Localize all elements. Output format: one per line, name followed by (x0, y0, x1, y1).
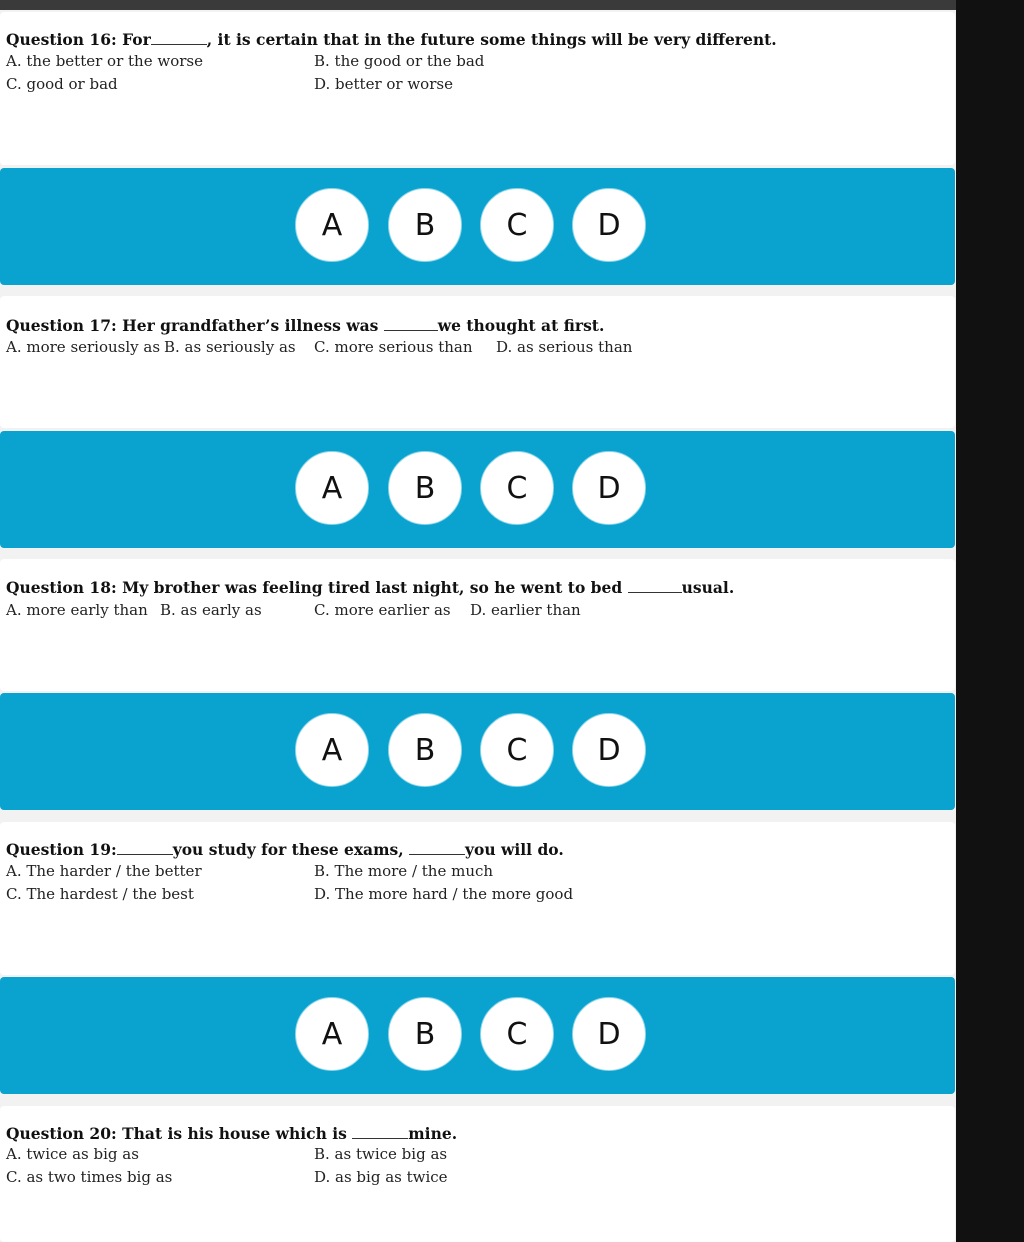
answer-blank (352, 1126, 408, 1139)
answer-button-b[interactable]: B (388, 713, 462, 787)
option-d: D. earlier than (470, 601, 581, 619)
question-text: Question 16: For , it is certain that in the future some things will be very different. (6, 30, 777, 49)
option-b: B. as seriously as (164, 338, 296, 356)
answer-button-d[interactable]: D (572, 713, 646, 787)
answer-button-c[interactable]: C (480, 713, 554, 787)
option-a: A. more early than (6, 601, 148, 619)
answer-button-d[interactable]: D (572, 997, 646, 1071)
answer-button-c[interactable]: C (480, 997, 554, 1071)
question-card-19 (0, 822, 955, 975)
answer-blank (117, 842, 173, 855)
option-c: C. more earlier as (314, 601, 451, 619)
answer-button-d[interactable]: D (572, 451, 646, 525)
answer-blank (151, 32, 207, 45)
question-text: Question 20: That is his house which is mine. (6, 1124, 458, 1143)
option-d: D. as big as twice (314, 1168, 448, 1186)
answer-button-b[interactable]: B (388, 451, 462, 525)
question-text: Question 18: My brother was feeling tired last night, so he went to bed usual. (6, 578, 735, 597)
option-d: D. The more hard / the more good (314, 885, 574, 903)
answer-blank (384, 318, 438, 331)
answer-bar-19 (0, 977, 955, 1094)
answer-button-d[interactable]: D (572, 188, 646, 262)
option-a: A. the better or the worse (6, 52, 203, 70)
answer-bar-16 (0, 168, 955, 285)
answer-button-c[interactable]: C (480, 188, 554, 262)
answer-button-a[interactable]: A (295, 188, 369, 262)
answer-bar-18 (0, 693, 955, 810)
top-bar (0, 0, 1024, 10)
option-a: A. more seriously as (6, 338, 161, 356)
option-c: C. as two times big as (6, 1168, 173, 1186)
answer-button-a[interactable]: A (295, 997, 369, 1071)
question-text: Question 19: you study for these exams, you will do. (6, 840, 564, 859)
answer-button-c[interactable]: C (480, 451, 554, 525)
option-c: C. The hardest / the best (6, 885, 194, 903)
option-a: A. The harder / the better (6, 862, 202, 880)
answer-bar-17 (0, 431, 955, 548)
question-text: Question 17: Her grandfather’s illness was we thought at first. (6, 316, 605, 335)
option-c: C. good or bad (6, 75, 118, 93)
question-card-16 (0, 12, 955, 165)
answer-button-a[interactable]: A (295, 713, 369, 787)
option-b: B. The more / the much (314, 862, 494, 880)
option-b: B. the good or the bad (314, 52, 485, 70)
answer-button-a[interactable]: A (295, 451, 369, 525)
question-card-18 (0, 559, 955, 691)
question-card-20 (0, 1106, 955, 1242)
option-d: D. better or worse (314, 75, 453, 93)
option-b: B. as early as (160, 601, 262, 619)
answer-button-b[interactable]: B (388, 188, 462, 262)
option-d: D. as serious than (496, 338, 633, 356)
right-edge-bar (956, 0, 1024, 1242)
answer-blank (409, 842, 465, 855)
option-c: C. more serious than (314, 338, 473, 356)
answer-button-b[interactable]: B (388, 997, 462, 1071)
question-card-17 (0, 296, 955, 428)
option-b: B. as twice big as (314, 1145, 448, 1163)
option-a: A. twice as big as (6, 1145, 139, 1163)
answer-blank (628, 580, 682, 593)
